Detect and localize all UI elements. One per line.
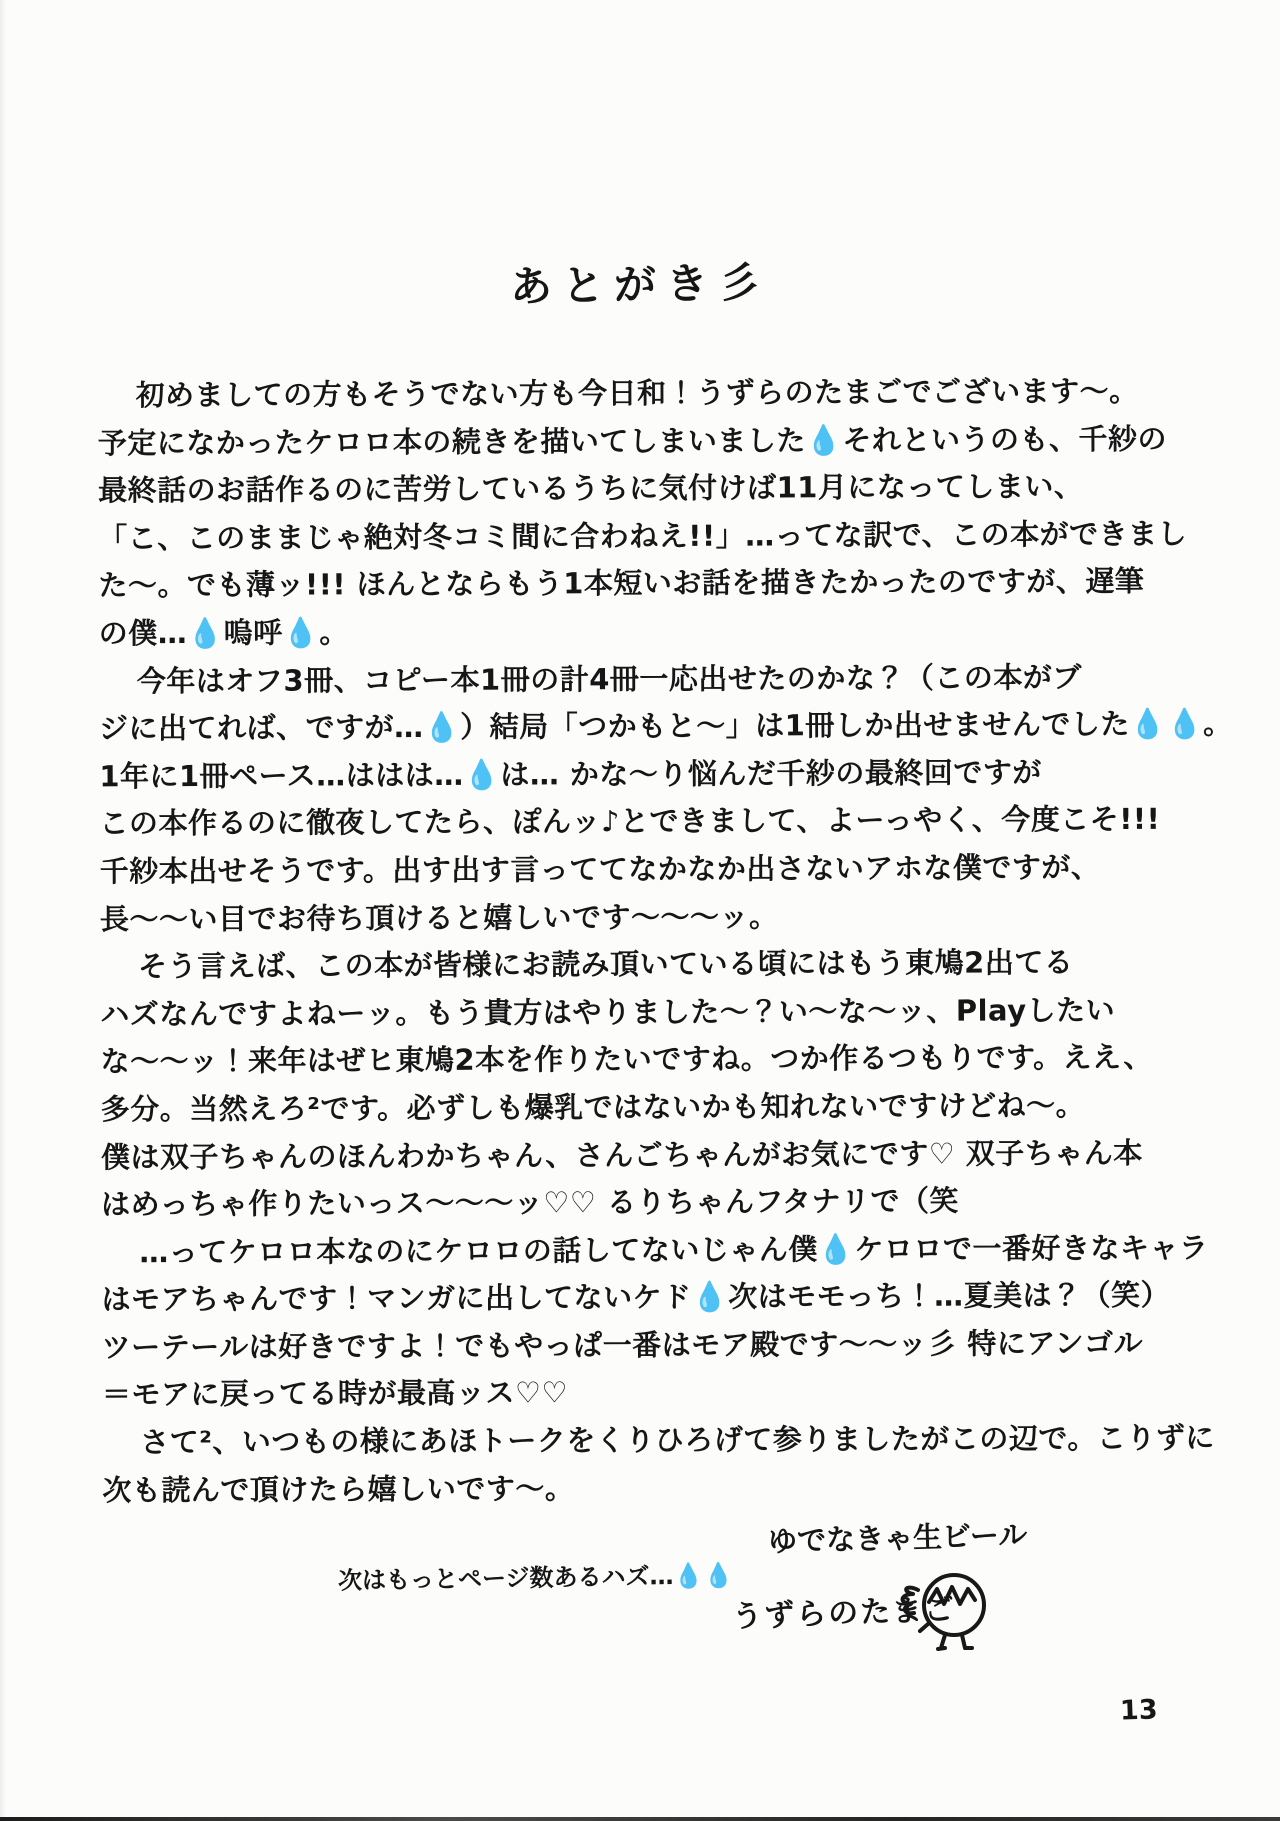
text-line: の僕…💧嗚呼💧。 xyxy=(98,615,349,651)
scan-edge-line xyxy=(0,1817,1280,1821)
text-line: 初めましての方もそうでない方も今日和！うずらのたまごでございます〜。 xyxy=(135,373,1139,413)
text-line: た〜。でも薄ッ!!! ほんとならもう1本短いお話を描きたかったのですが、遅筆 xyxy=(98,564,1145,603)
text-line: 今年はオフ3冊、コピー本1冊の計4冊一応出せたのかな？（この本がブ xyxy=(136,659,1082,698)
text-line: な〜〜ッ！来年はぜヒ東鳩2本を作りたいですね。つか作るつもりです。ええ、 xyxy=(100,1040,1153,1079)
text-line: 1年に1冊ペース…ははは…💧は… かな〜り悩んだ千紗の最終回ですが xyxy=(99,755,1042,794)
chick-doodle-icon xyxy=(898,1558,998,1658)
closing-gag-line: ゆでなきゃ生ビール xyxy=(767,1517,1028,1559)
text-line: ＝モアに戻ってる時が最高ッス♡♡ xyxy=(101,1375,569,1412)
next-book-note: 次はもっとページ数あるハズ…💧💧 xyxy=(337,1561,734,1595)
page-title: あとがき彡 xyxy=(509,257,771,312)
text-line: ハズなんですよねーッ。もう貴方はやりました〜？い〜な〜ッ、Playしたい xyxy=(100,992,1116,1032)
text-line: 最終話のお話作るのに苦労しているうちに気付けば11月になってしまい、 xyxy=(97,469,1084,508)
text-line: 多分。当然えろ²です。必ずしも爆乳ではないかも知れないですけどね〜。 xyxy=(100,1088,1086,1127)
text-line: 次も読んで頂けたら嬉しいです〜。 xyxy=(102,1471,575,1508)
text-line: 「こ、このままじゃ絶対冬コミ間に合わねえ!!」…ってな訳で、この本ができまし xyxy=(98,516,1188,556)
scan-edge-shade xyxy=(0,0,6,1821)
text-line: この本作るのに徹夜してたら、ぽんッ♪とできまして、よーっやく、今度こそ!!! xyxy=(99,802,1161,841)
author-signature: うずらのたまご xyxy=(731,1592,957,1635)
text-line: はモアちゃんです！マンガに出してないケド💧次はモモっち！…夏美は？（笑） xyxy=(101,1278,1171,1317)
text-line: はめっちゃ作りたいっス〜〜〜ッ♡♡ るりちゃんフタナリで（笑 xyxy=(101,1183,959,1222)
text-line: ツーテールは好きですよ！でもやっぱ一番はモア殿です〜〜ッ彡 特にアンゴル xyxy=(101,1325,1144,1365)
text-line: そう言えば、この本が皆様にお読み頂いている頃にはもう東鳩2出てる xyxy=(138,945,1074,984)
text-line: 予定になかったケロロ本の続きを描いてしまいました💧それというのも、千紗の xyxy=(97,421,1168,461)
text-line: 僕は双子ちゃんのほんわかちゃん、さんごちゃんがお気にです♡ 双子ちゃん本 xyxy=(100,1135,1143,1174)
text-line: …ってケロロ本なのにケロロの話してないじゃん僕💧ケロロで一番好きなキャラ xyxy=(139,1230,1209,1269)
text-line: ジに出てれば、ですが…💧）結局「つかもと〜」は1冊しか出せませんでした💧💧。 xyxy=(98,706,1233,746)
text-line: 長〜〜い目でお待ち頂けると嬉しいです〜〜〜ッ。 xyxy=(99,898,779,936)
afterword-body xyxy=(97,368,1233,1515)
text-line: 千紗本出せそうです。出す出す言っててなかなか出さないアホな僕ですが、 xyxy=(99,849,1101,889)
text-line: さて²、いつもの様にあほトークをくりひろげて参りましたがこの辺で。こりずに xyxy=(140,1420,1215,1460)
page-number: 13 xyxy=(1119,1694,1159,1727)
